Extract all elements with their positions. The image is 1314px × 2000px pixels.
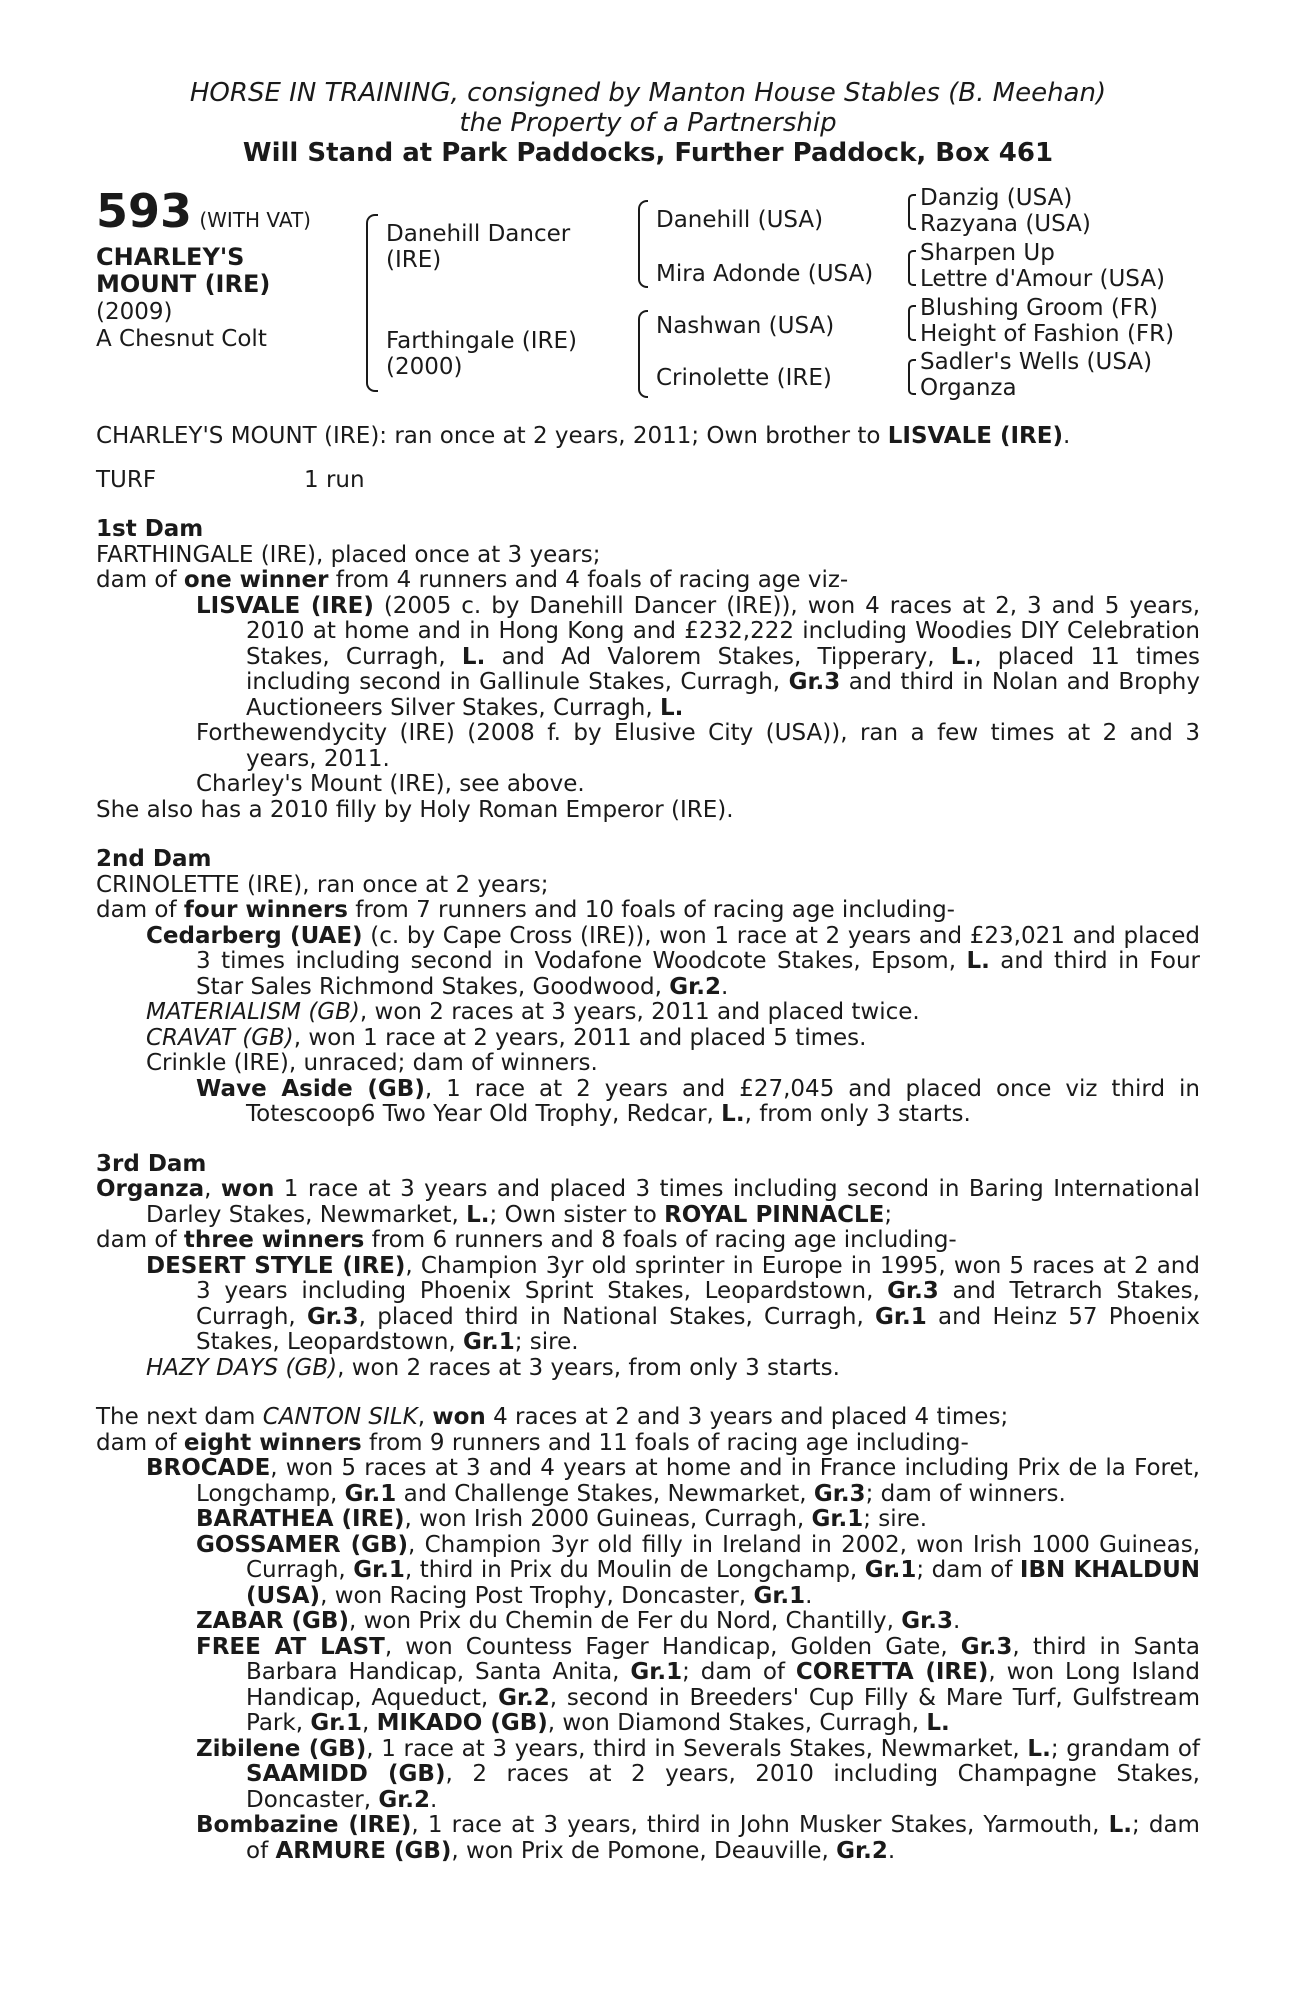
produce-entry: BARATHEA (IRE), won Irish 2000 Guineas, Curragh, Gr.1; sire. bbox=[196, 1506, 928, 1532]
dam-line: FARTHINGALE (IRE), placed once at 3 years; bbox=[96, 541, 601, 568]
brace-dam-parents bbox=[638, 310, 648, 398]
produce-entry: Wave Aside (GB), 1 race at 2 years and £27,045 and placed once viz third in Totescoop6 Two Year Old Trophy, Redcar, L., from only 3 starts. bbox=[196, 1075, 1200, 1127]
produce-entry: CRAVAT (GB), won 1 race at 2 years, 2011 and placed 5 times. bbox=[146, 1024, 867, 1051]
brace-sire-parents bbox=[638, 200, 648, 288]
gg-razyana: Razyana (USA) bbox=[920, 211, 1091, 237]
dam-note: She also has a 2010 filly by Holy Roman Emperor (IRE). bbox=[96, 796, 734, 823]
produce-entry: HAZY DAYS (GB), won 2 races at 3 years, from only 3 starts. bbox=[146, 1354, 840, 1381]
dam-produce-line: dam of one winner from 4 runners and 4 foals of racing age viz- bbox=[96, 567, 849, 593]
dam-produce-line: dam of three winners from 6 runners and 8 foals of racing age including- bbox=[96, 1227, 957, 1253]
gg-organza: Organza bbox=[920, 375, 1017, 401]
third-dam-section bbox=[96, 1152, 1200, 1382]
brace-g3 bbox=[908, 305, 916, 341]
produce-entry: GOSSAMER (GB), Champion 3yr old filly in Ireland in 2002, won Irish 1000 Guineas, Curragh, Gr.1, third in Prix du Moulin de Longchamp, Gr.1; dam of IBN KHALDUN (USA), won Racing Post Trophy, Doncaster, Gr.1. bbox=[196, 1531, 1201, 1609]
produce-entry: DESERT STYLE (IRE), Champion 3yr old sprinter in Europe in 1995, won 5 races at 2 and 3 years including Phoenix Sprint Stakes, Leopardstown, Gr.3 and Tetrarch Stakes, Curragh, Gr.3, placed third in National Stakes, Curragh, Gr.1 and Heinz 57 Phoenix Stakes, Leopardstown, Gr.1; sire. bbox=[146, 1252, 1201, 1355]
dam-name: Farthingale (IRE) bbox=[386, 328, 578, 354]
gg-lettre-damour: Lettre d'Amour (USA) bbox=[920, 266, 1166, 292]
produce-entry: LISVALE (IRE) (2005 c. by Danehill Dancer (IRE)), won 4 races at 2, 3 and 5 years, 2010 at home and in Hong Kong and £232,222 including Woodies DIY Celebration Stakes, Curragh, L. and Ad Valorem Stakes, Tipperary, L., placed 11 times including second in Gallinule Stakes, Curragh, Gr.3 and third in Nolan and Brophy Auctioneers Silver Stakes, Curragh, L. bbox=[196, 592, 1201, 721]
produce-entry: Cedarberg (UAE) (c. by Cape Cross (IRE)), won 1 race at 2 years and £23,021 and placed 3 times including second in Vodafone Woodcote Stakes, Epsom, L. and third in Four Star Sales Richmond Stakes, Goodwood, Gr.2. bbox=[146, 922, 1200, 1000]
race-summary: CHARLEY'S MOUNT (IRE): ran once at 2 years, 2011; Own brother to LISVALE (IRE). bbox=[96, 423, 1071, 449]
dam-produce-line: dam of four winners from 7 runners and 10 foals of racing age including- bbox=[96, 897, 955, 923]
turf-record bbox=[96, 468, 1200, 494]
dam-produce-line: dam of eight winners from 9 runners and 11 foals of racing age including- bbox=[96, 1429, 969, 1456]
catalogue-page bbox=[96, 78, 1200, 1864]
sire-sire: Danehill (USA) bbox=[656, 207, 824, 233]
produce-entry: BROCADE, won 5 races at 3 and 4 years at home and in France including Prix de la Foret, Longchamp, Gr.1 and Challenge Stakes, Newmarket, Gr.3; dam of winners. bbox=[146, 1455, 1200, 1507]
sire-name: Danehill Dancer bbox=[386, 221, 571, 247]
ownership-line: the Property of a Partnership bbox=[459, 108, 837, 138]
gg-height-of-fashion: Height of Fashion (FR) bbox=[920, 321, 1175, 347]
lot-number: 593 bbox=[96, 184, 193, 238]
foal-year: (2009) bbox=[96, 299, 173, 325]
section-heading: 2nd Dam bbox=[96, 846, 212, 872]
dam-dam: Crinolette (IRE) bbox=[656, 365, 832, 391]
dam-sire: Nashwan (USA) bbox=[656, 313, 835, 339]
dam-year: (2000) bbox=[386, 354, 463, 380]
produce-entry: FREE AT LAST, won Countess Fager Handicap, Golden Gate, Gr.3, third in Santa Barbara Handicap, Santa Anita, Gr.1; dam of CORETTA (IRE), won Long Island Handicap, Aqueduct, Gr.2, second in Breeders' Cup Filly & Mare Turf, Gulfstream Park, Gr.1, MIKADO (GB), won Diamond Stakes, Curragh, L. bbox=[196, 1633, 1201, 1736]
brother-name: LISVALE (IRE) bbox=[887, 423, 1063, 449]
turf-runs: 1 run bbox=[304, 466, 365, 493]
turf-label: TURF bbox=[96, 466, 157, 493]
brace-g1 bbox=[908, 194, 916, 230]
brace-g2 bbox=[908, 250, 916, 286]
location-line: Will Stand at Park Paddocks, Further Paddock, Box 461 bbox=[242, 138, 1054, 168]
section-heading: 1st Dam bbox=[96, 516, 204, 542]
sire-dam: Mira Adonde (USA) bbox=[656, 261, 874, 287]
gg-sadlers-wells: Sadler's Wells (USA) bbox=[920, 349, 1153, 375]
lot-number-line bbox=[96, 184, 311, 238]
dam-line: Organza, won 1 race at 3 years and placed 3 times including second in Baring International Darley Stakes, Newmarket, L.; Own sister to ROYAL PINNACLE; bbox=[96, 1176, 1200, 1228]
page-header bbox=[96, 78, 1200, 168]
next-dam-section bbox=[96, 1405, 1200, 1864]
pedigree-table bbox=[96, 186, 1200, 424]
horse-name-2: MOUNT (IRE) bbox=[96, 270, 271, 298]
produce-entry: MATERIALISM (GB), won 2 races at 3 years, 2011 and placed twice. bbox=[146, 999, 920, 1025]
brace-sire-dam bbox=[366, 214, 378, 392]
produce-entry: ZABAR (GB), won Prix du Chemin de Fer du Nord, Chantilly, Gr.3. bbox=[196, 1608, 961, 1634]
produce-entry: Crinkle (IRE), unraced; dam of winners. bbox=[146, 1050, 598, 1076]
dam-line: The next dam CANTON SILK, won 4 races at 2 and 3 years and placed 4 times; bbox=[96, 1404, 1009, 1430]
brace-g4 bbox=[908, 359, 916, 395]
second-dam-section bbox=[96, 847, 1200, 1128]
sire-country: (IRE) bbox=[386, 247, 442, 273]
gg-danzig: Danzig (USA) bbox=[920, 185, 1073, 211]
horse-description: A Chesnut Colt bbox=[96, 326, 267, 352]
produce-entry: Bombazine (IRE), 1 race at 3 years, third in John Musker Stakes, Yarmouth, L.; dam of ARMURE (GB), won Prix de Pomone, Deauville, Gr.2. bbox=[196, 1812, 1200, 1864]
consignor-line: HORSE IN TRAINING, consigned by Manton House Stables (B. Meehan) bbox=[189, 78, 1107, 108]
produce-entry: Zibilene (GB), 1 race at 3 years, third in Severals Stakes, Newmarket, L.; grandam of SAAMIDD (GB), 2 races at 2 years, 2010 including Champagne Stakes, Doncaster, Gr.2. bbox=[196, 1735, 1200, 1813]
produce-entry: Charley's Mount (IRE), see above. bbox=[196, 771, 585, 797]
horse-name-1: CHARLEY'S bbox=[96, 243, 245, 271]
vat-note: (WITH VAT) bbox=[199, 208, 311, 232]
produce-entry: Forthewendycity (IRE) (2008 f. by Elusive City (USA)), ran a few times at 2 and 3 years, 2011. bbox=[196, 720, 1200, 772]
gg-blushing-groom: Blushing Groom (FR) bbox=[920, 295, 1158, 321]
section-heading: 3rd Dam bbox=[96, 1150, 207, 1177]
dam-line: CRINOLETTE (IRE), ran once at 2 years; bbox=[96, 871, 549, 898]
gg-sharpen-up: Sharpen Up bbox=[920, 240, 1055, 266]
first-dam-section bbox=[96, 517, 1200, 823]
